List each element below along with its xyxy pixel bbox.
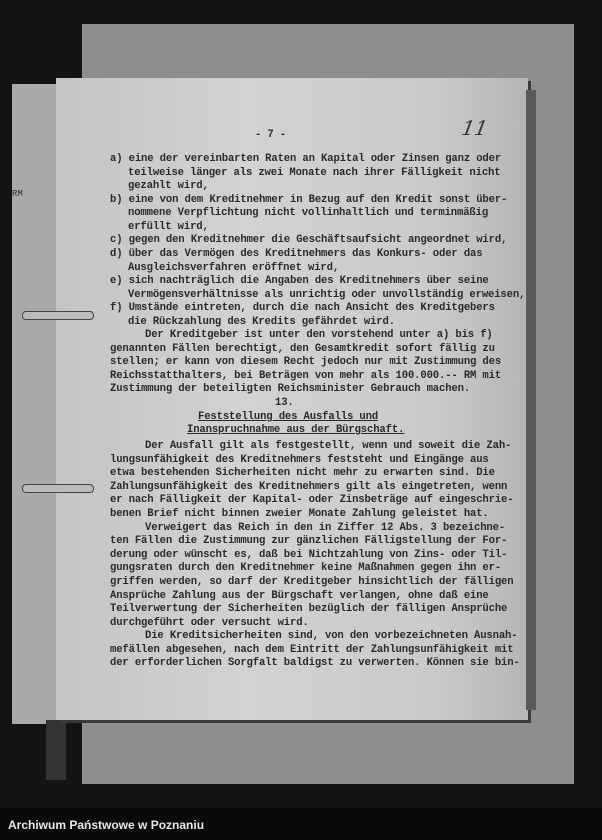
text-line: etwa bestehenden Sicherheiten nicht mehr zu erwarten sind. Die bbox=[110, 467, 495, 479]
text-line: genannten Fällen berechtigt, den Gesamtkredit sofort fällig zu bbox=[110, 343, 495, 355]
text-line: lungsunfähigkeit des Kreditnehmers feststeht und Eingänge aus bbox=[110, 454, 489, 466]
text-line: Die Kreditsicherheiten sind, von den vorbezeichneten Ausnah- bbox=[145, 630, 518, 642]
text-line: teilweise länger als zwei Monate nach ihrer Fälligkeit nicht bbox=[128, 167, 501, 179]
handwritten-page-number: 11 bbox=[459, 116, 490, 140]
margin-note: RM bbox=[12, 189, 23, 199]
text-line: Ausgleichsverfahren eröffnet wird, bbox=[128, 262, 340, 274]
text-line: Reichsstatthalters, bei Beträgen von mehr als 100.000.-- RM mit bbox=[110, 370, 502, 382]
text-line: nommene Verpflichtung nicht vollinhaltlich und terminmäßig bbox=[128, 207, 489, 219]
text-line: mefällen abgesehen, nach dem Eintritt der Zahlungsunfähigkeit mit bbox=[110, 644, 514, 656]
text-line: die Rückzahlung des Kredits gefährdet wird. bbox=[128, 316, 395, 328]
text-line: Der Kreditgeber ist unter den vorstehend unter a) bis f) bbox=[145, 329, 493, 341]
text-line: Verweigert das Reich in den in Ziffer 12 Abs. 3 bezeichne- bbox=[145, 522, 506, 534]
section-heading: Feststellung des Ausfalls und bbox=[198, 411, 379, 423]
text-line: a) eine der vereinbarten Raten an Kapital oder Zinsen ganz oder bbox=[110, 153, 502, 165]
footer-bar bbox=[0, 808, 602, 840]
text-line: Teilverwertung der Sicherheiten bezüglich der fälligen Ansprüche bbox=[110, 603, 508, 615]
text-line: Zahlungsunfähigkeit des Kreditnehmers gilt als eingetreten, wenn bbox=[110, 481, 508, 493]
text-line: er nach Fälligkeit der Kapital- oder Zinsbeträge auf eingeschrie- bbox=[110, 494, 514, 506]
binder-strip bbox=[46, 720, 66, 780]
text-line: Zustimmung der beteiligten Reichsminister Gebrauch machen. bbox=[110, 383, 471, 395]
binder-ring-bottom bbox=[22, 484, 94, 493]
binder-ring-top bbox=[22, 311, 94, 320]
text-line: benen Brief nicht binnen zweier Monate Zahlung geleistet hat. bbox=[110, 508, 489, 520]
section-number: 13. bbox=[275, 397, 294, 409]
text-line: d) über das Vermögen des Kreditnehmers das Konkurs- oder das bbox=[110, 248, 483, 260]
text-line: Der Ausfall gilt als festgestellt, wenn und soweit die Zah- bbox=[145, 440, 512, 452]
text-line: stellen; er kann von diesem Recht jedoch nur mit Zustimmung des bbox=[110, 356, 502, 368]
text-line: der erforderlichen Sorgfalt baldigst zu verwerten. Können sie bin- bbox=[110, 657, 520, 669]
text-line: e) sich nachträglich die Angaben des Kreditnehmers über seine bbox=[110, 275, 489, 287]
text-line: Ansprüche Zahlung aus der Bürgschaft verlangen, ohne daß eine bbox=[110, 590, 489, 602]
text-line: derung oder wünscht es, daß bei Nichtzahlung von Zins- oder Til- bbox=[110, 549, 508, 561]
archive-name: Archiwum Państwowe w Poznaniu bbox=[8, 818, 205, 832]
text-line: erfüllt wird, bbox=[128, 221, 209, 233]
text-line: b) eine von dem Kreditnehmer in Bezug auf den Kredit sonst über- bbox=[110, 194, 508, 206]
typed-page-number: - 7 - bbox=[255, 129, 287, 141]
text-line: gungsraten durch den Kreditnehmer keine Maßnahmen gegen ihn er- bbox=[110, 562, 502, 574]
text-line: f) Umstände eintreten, durch die nach Ansicht des Kreditgebers bbox=[110, 302, 495, 314]
section-heading: Inanspruchnahme aus der Bürgschaft. bbox=[187, 424, 405, 436]
text-line: Vermögensverhältnisse als unrichtig oder unvollständig erweisen, bbox=[128, 289, 526, 301]
text-line: ten Fällen die Zustimmung zur gänzlichen Fälligstellung der For- bbox=[110, 535, 508, 547]
text-line: griffen werden, so darf der Kreditgeber hinsichtlich der fälligen bbox=[110, 576, 514, 588]
text-line: gezahlt wird, bbox=[128, 180, 209, 192]
text-line: c) gegen den Kreditnehmer die Geschäftsaufsicht angeordnet wird, bbox=[110, 234, 508, 246]
text-line: durchgeführt oder versucht wird. bbox=[110, 617, 309, 629]
page-edge-shadow bbox=[526, 90, 536, 710]
